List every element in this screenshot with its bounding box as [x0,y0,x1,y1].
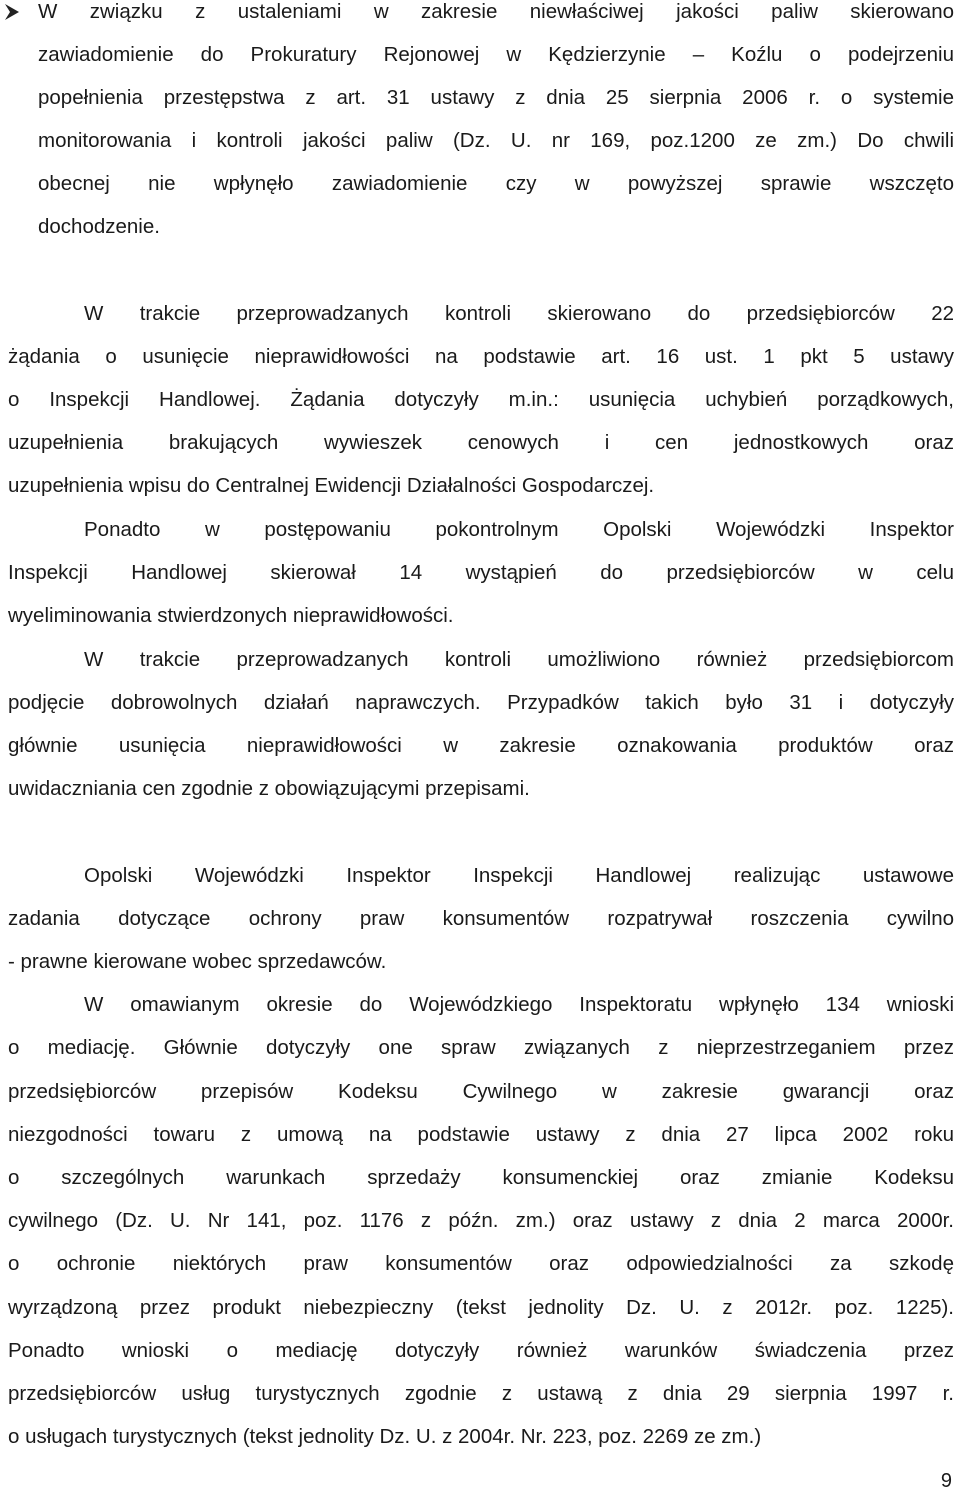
text-line: Ponadto w postępowaniu pokontrolnym Opolski Wojewódzki Inspektor [84,518,954,541]
text-line: obecnej nie wpłynęło zawiadomienie czy w powyższej sprawie wszczęto [38,172,954,195]
text-line: Inspekcji Handlowej skierował 14 wystąpień do przedsiębiorców w celu [8,561,954,584]
text-line: wyeliminowania stwierdzonych nieprawidłowości. [8,604,454,627]
text-line: przedsiębiorców usług turystycznych zgodnie z ustawą z dnia 29 sierpnia 1997 r. [8,1382,954,1405]
text-line: Opolski Wojewódzki Inspektor Inspekcji Handlowej realizując ustawowe [84,864,954,887]
text-line: monitorowania i kontroli jakości paliw (Dz. U. nr 169, poz.1200 ze zm.) Do chwili [38,129,954,152]
text-line: wyrządzoną przez produkt niebezpieczny (tekst jednolity Dz. U. z 2012r. poz. 1225). [8,1296,954,1319]
text-line: uzupełnienia wpisu do Centralnej Ewidencji Działalności Gospodarczej. [8,474,655,497]
text-line: W trakcie przeprowadzanych kontroli skierowano do przedsiębiorców 22 [84,302,954,325]
text-line: zawiadomienie do Prokuratury Rejonowej w Kędzierzynie – Koźlu o podejrzeniu [38,43,954,66]
text-line: Ponadto wnioski o mediację dotyczyły również warunków świadczenia przez [8,1339,954,1362]
text-line: o Inspekcji Handlowej. Żądania dotyczyły m.in.: usunięcia uchybień porządkowych, [8,388,954,411]
text-line: dochodzenie. [38,215,160,238]
page-number: 9 [940,1470,952,1492]
text-line: - prawne kierowane wobec sprzedawców. [8,950,387,973]
text-line: cywilnego (Dz. U. Nr 141, poz. 1176 z późn. zm.) oraz ustawy z dnia 2 marca 2000r. [8,1209,954,1232]
text-line: W trakcie przeprowadzanych kontroli umożliwiono również przedsiębiorcom [84,648,954,671]
text-line: o ochronie niektórych praw konsumentów oraz odpowiedzialności za szkodę [8,1252,954,1275]
text-line: o mediację. Głównie dotyczyły one spraw związanych z nieprzestrzeganiem przez [8,1036,954,1059]
text-line: przedsiębiorców przepisów Kodeksu Cywilnego w zakresie gwarancji oraz [8,1080,954,1103]
text-line: niezgodności towaru z umową na podstawie ustawy z dnia 27 lipca 2002 roku [8,1123,954,1146]
text-line: zadania dotyczące ochrony praw konsumentów rozpatrywał roszczenia cywilno [8,907,954,930]
text-line: żądania o usunięcie nieprawidłowości na podstawie art. 16 ust. 1 pkt 5 ustawy [8,345,954,368]
text-line: o usługach turystycznych (tekst jednolity Dz. U. z 2004r. Nr. 223, poz. 2269 ze zm.) [8,1425,762,1448]
text-line: podjęcie dobrowolnych działań naprawczych. Przypadków takich było 31 i dotyczyły [8,691,954,714]
text-line: W omawianym okresie do Wojewódzkiego Inspektoratu wpłynęło 134 wnioski [84,993,954,1016]
text-line: uzupełnienia brakujących wywieszek cenowych i cen jednostkowych oraz [8,431,954,454]
arrowhead-bullet-icon [2,2,22,22]
text-line: uwidaczniania cen zgodnie z obowiązującymi przepisami. [8,777,530,800]
text-line: głównie usunięcia nieprawidłowości w zakresie oznakowania produktów oraz [8,734,954,757]
text-line: popełnienia przestępstwa z art. 31 ustawy z dnia 25 sierpnia 2006 r. o systemie [38,86,954,109]
text-line: o szczególnych warunkach sprzedaży konsumenckiej oraz zmianie Kodeksu [8,1166,954,1189]
text-line: W związku z ustaleniami w zakresie niewłaściwej jakości paliw skierowano [38,0,954,23]
